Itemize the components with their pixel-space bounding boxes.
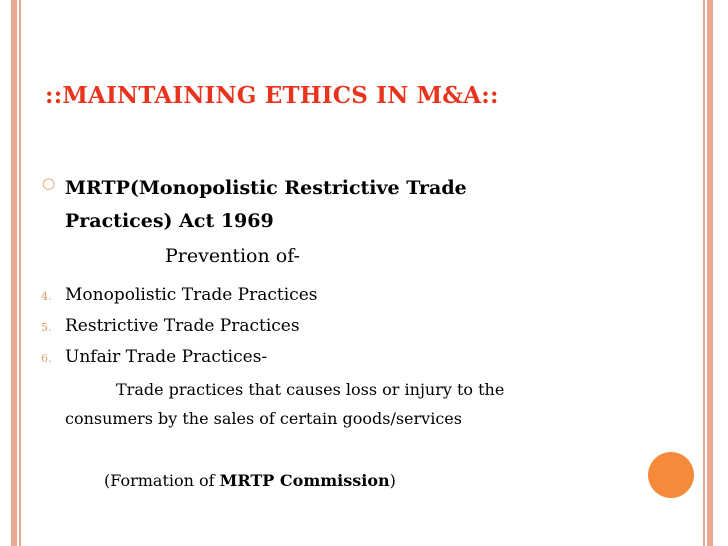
bullet-line-1: MRTP(Monopolistic Restrictive Trade [65, 177, 467, 199]
item-number: 4. [41, 290, 52, 303]
numbered-item [41, 285, 601, 313]
prevention-label: Prevention of- [165, 245, 300, 267]
formation-suffix: ) [389, 471, 396, 490]
left-border-bar [11, 0, 17, 546]
right-border-bar [707, 0, 713, 546]
formation-note [104, 471, 396, 490]
formation-prefix: (Formation of [104, 471, 220, 490]
numbered-item [41, 316, 601, 344]
item-text: Monopolistic Trade Practices [65, 285, 318, 305]
decorative-circle [648, 452, 694, 498]
left-border-line [19, 0, 21, 546]
item-text: Unfair Trade Practices- [65, 347, 268, 367]
slide-title: ::MAINTAINING ETHICS IN M&A:: [45, 82, 499, 109]
item-number: 6. [41, 352, 52, 365]
description-line-1: Trade practices that causes loss or injury to the [116, 380, 505, 399]
right-border-line [703, 0, 705, 546]
numbered-item [41, 347, 601, 375]
formation-bold: MRTP Commission [219, 471, 390, 490]
item-number: 5. [41, 321, 52, 334]
description-line-2: consumers by the sales of certain goods/services [65, 409, 462, 428]
bullet-line-2: Practices) Act 1969 [65, 210, 274, 232]
bullet-circle-icon: ○ [42, 174, 56, 192]
bullet-text [65, 172, 625, 238]
item-text: Restrictive Trade Practices [65, 316, 300, 336]
